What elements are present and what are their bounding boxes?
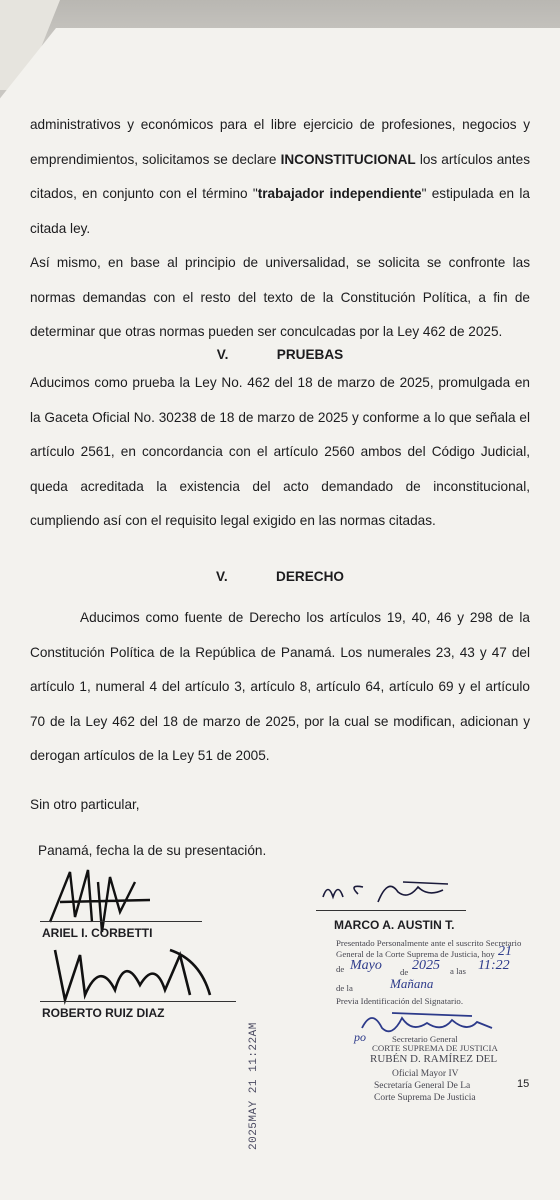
- signature-line-austin: [316, 910, 466, 911]
- paragraph-petition: administrativos y económicos para el libre ejercicio de profesiones, negocios y emprendimientos, solicitamos se declare INCONSTITUCIONAL los artículos antes citados, en conjunto con el término "trabajador independiente" estipulada en la citada ley.: [30, 117, 531, 236]
- stamp-court-name: CORTE SUPREMA DE JUSTICIA: [372, 1043, 498, 1053]
- section-heading-derecho: V. DERECHO: [216, 569, 344, 584]
- signature-line-ruiz-diaz: [40, 1001, 236, 1002]
- paragraph-universality: Así mismo, en base al principio de universalidad, se solicita se confronte las normas demandas con el resto del texto de la Constitución Política, a fin de determinar que otras normas pueden ser conculcadas por la Ley 462 de 2025.: [30, 255, 530, 339]
- page-number: 15: [517, 1078, 530, 1090]
- signatory-corbetti: ARIEL I. CORBETTI: [42, 926, 153, 940]
- reception-time-stamp: 2025MAY 21 11:22AM: [248, 1022, 260, 1150]
- handwritten-year: 2025: [412, 958, 440, 973]
- paragraph-derecho: Aducimos como fuente de Derecho los artículos 19, 40, 46 y 298 de la Constitución Política de la República de Panamá. Los numerales 23, 43 y 47 del artículo 1, numeral 4 del artículo 3, artículo 8, artículo 64, artículo 69 y el artículo 70 de la Ley 462 del 18 de marzo de 2025, por la cual se modifican, adicionan y derogan artículos de la Ley 51 de 2005.: [30, 610, 530, 763]
- stamp-post-2: Secretaría General De La: [374, 1081, 471, 1091]
- stamp-line-4: de la: [336, 983, 353, 993]
- signature-ruiz-diaz: [40, 940, 220, 1010]
- closing-line: Sin otro particular,: [30, 797, 140, 812]
- stamp-line-3-prefix: de: [336, 964, 345, 974]
- stamp-line-3-suffix: a las: [450, 966, 466, 976]
- stamp-secretary-general: Secretario General: [392, 1034, 458, 1044]
- handwritten-day: 21: [498, 944, 512, 959]
- handwritten-time: 11:22: [478, 958, 510, 973]
- handwritten-month: Mayo: [350, 958, 382, 973]
- stamp-post-3: Corte Suprema De Justicia: [374, 1093, 476, 1103]
- stamp-line-2: General de la Corte Suprema de Justicia, hoy: [336, 949, 495, 959]
- signatory-austin: MARCO A. AUSTIN T.: [334, 918, 455, 932]
- stamp-line-3-middle: de: [400, 967, 409, 977]
- signature-line-corbetti: [40, 921, 202, 922]
- paragraph-pruebas: Aducimos como prueba la Ley No. 462 del 18 de marzo de 2025, promulgada en la Gaceta Oficial No. 30238 de 18 de marzo de 2025 y conforme a lo que señala el artículo 2561, en concordancia con el artículo 2560 ambos del Código Judicial, queda acreditada la existencia del acto demandado de inconstitucional, cumpliendo así con el requisito legal exigido en las normas citadas.: [30, 375, 530, 528]
- signature-austin: [318, 872, 468, 912]
- stamp-official-name: RUBÉN D. RAMÍREZ DEL: [370, 1053, 498, 1065]
- handwritten-period: Mañana: [390, 976, 434, 991]
- stamp-post-1: Oficial Mayor IV: [392, 1069, 459, 1079]
- handwritten-po: po: [354, 1030, 366, 1044]
- signatory-ruiz-diaz: ROBERTO RUIZ DIAZ: [42, 1006, 165, 1020]
- stamp-line-5: Previa Identificación del Signatario.: [336, 996, 464, 1006]
- place-date-line: Panamá, fecha la de su presentación.: [38, 843, 267, 858]
- section-heading-pruebas: V. PRUEBAS: [216, 347, 344, 362]
- stamp-line-1: Presentado Personalmente ante el suscrito Secretario: [336, 938, 522, 948]
- paragraph-intro: [30, 108, 530, 350]
